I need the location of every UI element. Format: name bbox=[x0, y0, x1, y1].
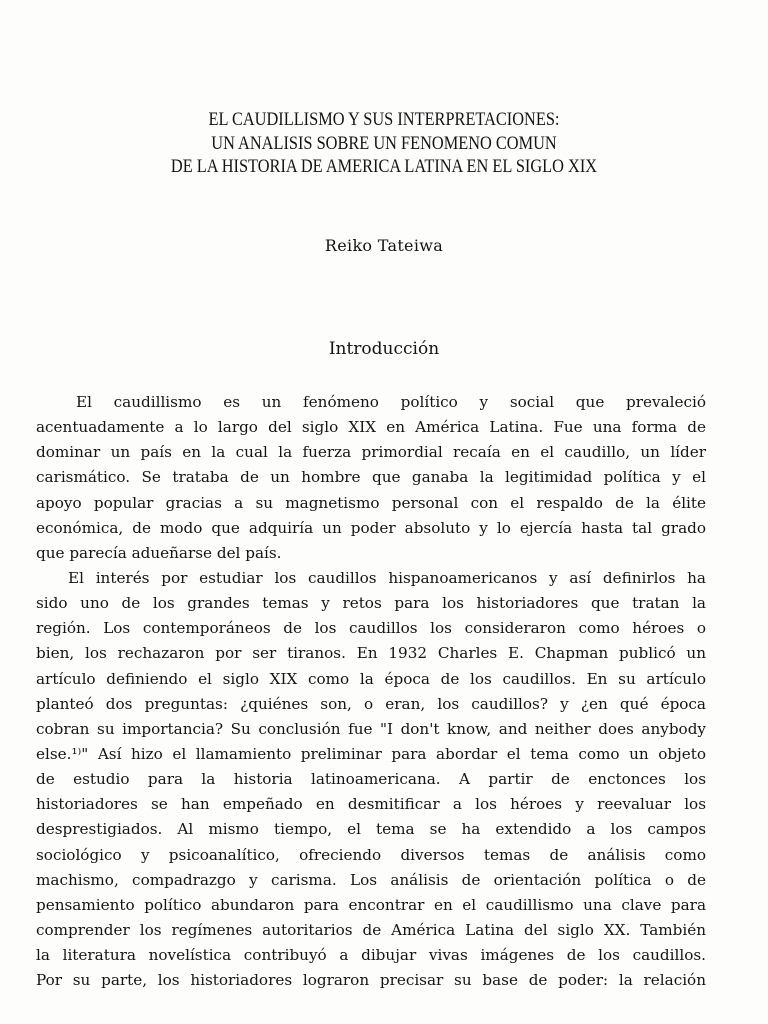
paragraph1-line: carismático. Se trataba de un hombre que ganaba la legitimidad política y el bbox=[36, 468, 706, 487]
title-line-2: UN ANALISIS SOBRE UN FENOMENO COMUN bbox=[211, 132, 557, 154]
paragraph2-line: bien, los rechazaron por ser tiranos. En 1932 Charles E. Chapman publicó un bbox=[36, 644, 706, 663]
paragraph2-line: historiadores se han empeñado en desmitificar a los héroes y reevaluar los bbox=[36, 795, 706, 814]
paragraph2-line: sociológico y psicoanalítico, ofreciendo diversos temas de análisis como bbox=[36, 845, 706, 864]
paragraph1-line: económica, de modo que adquiría un poder absoluto y lo ejercía hasta tal grado bbox=[36, 518, 706, 537]
paragraph1-line: acentuadamente a lo largo del siglo XIX en América Latina. Fue una forma de bbox=[36, 418, 706, 437]
paragraph2-line: else.¹⁾" Así hizo el llamamiento preliminar para abordar el tema como un objeto bbox=[36, 744, 706, 763]
paragraph2-line: la literatura novelística contribuyó a dibujar vivas imágenes de los caudillos. bbox=[36, 946, 706, 965]
paragraph2-line: planteó dos preguntas: ¿quiénes son, o eran, los caudillos? y ¿en qué época bbox=[36, 694, 706, 713]
title-line-1: EL CAUDILLISMO Y SUS INTERPRETACIONES: bbox=[208, 109, 560, 130]
paragraph2-line: región. Los contemporáneos de los caudillos los consideraron como héroes o bbox=[36, 619, 706, 638]
paragraph2-line: sido uno de los grandes temas y retos para los historiadores que tratan la bbox=[36, 594, 706, 613]
paragraph1-line: El caudillismo es un fenómeno político y social que prevaleció bbox=[76, 393, 706, 411]
paragraph2-line: de estudio para la historia latinoamericana. A partir de enctonces los bbox=[36, 770, 706, 789]
paragraph2-line: comprender los regímenes autoritarios de América Latina del siglo XX. También bbox=[36, 920, 706, 939]
paragraph2-line: Por su parte, los historiadores lograron precisar su base de poder: la relación bbox=[36, 971, 706, 990]
paragraph2-line: El interés por estudiar los caudillos hispanoamericanos y así definirlos ha bbox=[68, 568, 706, 587]
paragraph1-line: dominar un país en la cual la fuerza primordial recaía en el caudillo, un líder bbox=[36, 443, 706, 462]
body-text bbox=[36, 390, 706, 993]
paragraph2-line: artículo definiendo el siglo XIX como la época de los caudillos. En su artículo bbox=[36, 669, 706, 688]
paragraph2-line: machismo, compadrazgo y carisma. Los análisis de orientación política o de bbox=[36, 870, 706, 889]
title-line-3: DE LA HISTORIA DE AMERICA LATINA EN EL SIGLO XIX bbox=[170, 156, 598, 177]
author-name: Reiko Tateiwa bbox=[324, 236, 444, 255]
section-heading: Introducción bbox=[328, 339, 440, 359]
paragraph1-line: apoyo popular gracias a su magnetismo personal con el respaldo de la élite bbox=[36, 493, 706, 512]
article-title bbox=[54, 108, 714, 179]
paragraph2-line: cobran su importancia? Su conclusión fue "I don't know, and neither does anybody bbox=[36, 719, 706, 738]
paragraph2-line: desprestigiados. Al mismo tiempo, el tema se ha extendido a los campos bbox=[36, 820, 706, 839]
paragraph2-line: pensamiento político abundaron para encontrar en el caudillismo una clave para bbox=[36, 895, 706, 914]
paragraph1-line: que parecía adueñarse del país. bbox=[36, 543, 282, 562]
